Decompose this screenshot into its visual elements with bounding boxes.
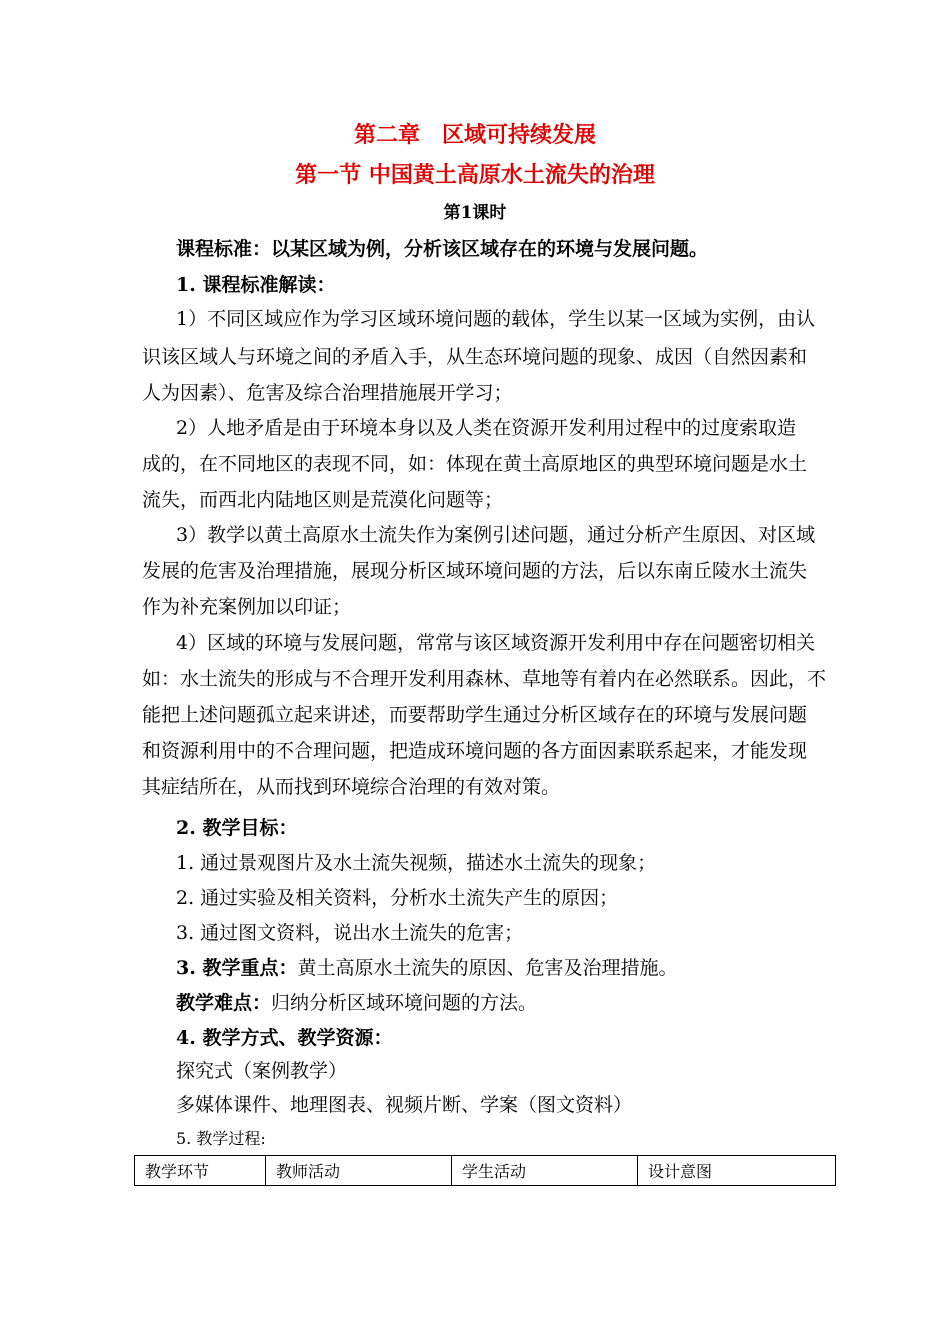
heading-method-resources: 4. 教学方式、教学资源：	[176, 1027, 393, 1049]
table-header-cell: 教学环节	[135, 1156, 266, 1186]
difficulty-label: 教学难点：	[176, 992, 272, 1014]
chapter-title: 第二章 区域可持续发展	[353, 122, 596, 148]
goal-item: 2. 通过实验及相关资料，分析水土流失产生的原因；	[176, 887, 619, 909]
key-point-text: 黄土高原水土流失的原因、危害及治理措施。	[297, 957, 678, 979]
difficulty-line	[176, 988, 812, 1015]
goal-item: 3. 通过图文资料，说出水土流失的危害；	[176, 922, 524, 944]
table-header-cell: 教师活动	[266, 1156, 452, 1186]
paragraph-line: 人为因素）、危害及综合治理措施展开学习；	[142, 382, 513, 404]
paragraph-line: 3）教学以黄土高原水土流失作为案例引述问题，通过分析产生原因、对区域	[176, 524, 816, 546]
heading-key-point: 3. 教学重点：	[176, 957, 298, 979]
section-title: 第一节 中国黄土高原水土流失的治理	[295, 162, 655, 188]
heading-teaching-goals: 2. 教学目标：	[176, 817, 298, 839]
teaching-resources: 多媒体课件、地理图表、视频片断、学案（图文资料）	[176, 1094, 633, 1116]
key-point-line	[176, 953, 812, 980]
paragraph-line: 能把上述问题孤立起来讲述，而要帮助学生通过分析区域存在的环境与发展问题	[142, 704, 808, 726]
teaching-process-table	[134, 1155, 836, 1186]
paragraph-line: 流失，而西北内陆地区则是荒漠化问题等；	[142, 489, 504, 511]
paragraph-line: 2）人地矛盾是由于环境本身以及人类在资源开发利用过程中的过度索取造	[176, 417, 797, 439]
paragraph-line: 4）区域的环境与发展问题，常常与该区域资源开发利用中存在问题密切相关	[176, 632, 816, 654]
heading-standard-interpretation: 1. 课程标准解读：	[176, 274, 336, 296]
table-header-cell: 设计意图	[638, 1156, 836, 1186]
teaching-method: 探究式（案例教学）	[176, 1060, 348, 1082]
paragraph-line: 如：水土流失的形成与不合理开发利用森林、草地等有着内在必然联系。因此，不	[142, 668, 827, 690]
curriculum-standard: 课程标准：以某区域为例，分析该区域存在的环境与发展问题。	[176, 238, 709, 260]
heading-teaching-process: 5. 教学过程:	[176, 1129, 266, 1148]
paragraph-line: 作为补充案例加以印证；	[142, 596, 352, 618]
goal-item: 1. 通过景观图片及水土流失视频，描述水土流失的现象；	[176, 852, 657, 874]
paragraph-line: 和资源利用中的不合理问题，把造成环境问题的各方面因素联系起来，才能发现	[142, 740, 808, 762]
paragraph-line: 识该区域人与环境之间的矛盾入手，从生态环境问题的现象、成因（自然因素和	[142, 346, 808, 368]
difficulty-text: 归纳分析区域环境问题的方法。	[271, 992, 538, 1014]
paragraph-line: 其症结所在，从而找到环境综合治理的有效对策。	[142, 776, 561, 798]
paragraph-line: 发展的危害及治理措施，展现分析区域环境问题的方法，后以东南丘陵水土流失	[142, 560, 808, 582]
table-header-row	[135, 1156, 836, 1186]
table-header-cell: 学生活动	[452, 1156, 638, 1186]
lesson-label: 第1课时	[443, 203, 507, 223]
paragraph-line: 1）不同区域应作为学习区域环境问题的载体，学生以某一区域为实例，由认	[176, 308, 816, 330]
paragraph-line: 成的，在不同地区的表现不同，如：体现在黄土高原地区的典型环境问题是水土	[142, 453, 808, 475]
